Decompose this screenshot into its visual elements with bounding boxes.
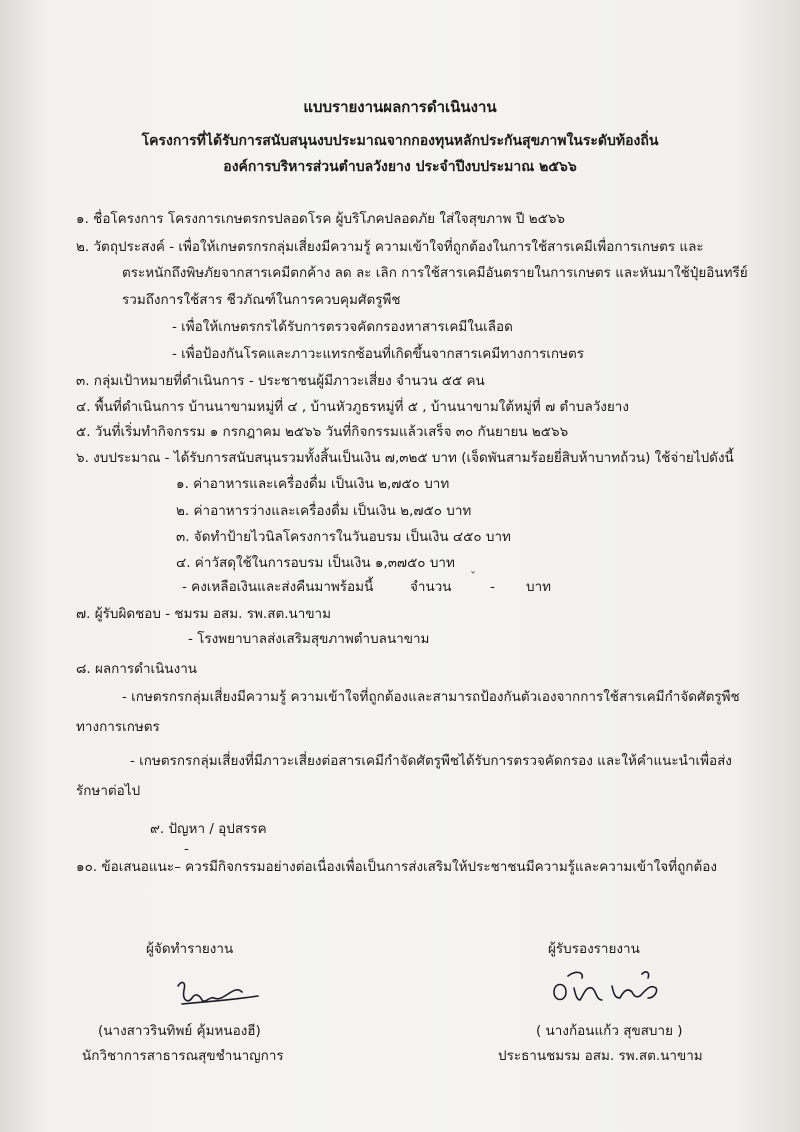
item-9-problems-value: - — [184, 841, 189, 857]
document-title: แบบรายงานผลการดำเนินงาน — [303, 98, 497, 116]
budget-item-1: ๑. ค่าอาหารและเครื่องดื่ม เป็นเงิน ๒,๗๕๐ บาท — [176, 476, 450, 492]
result-2-line-1: - เกษตรกรกลุ่มเสี่ยงที่มีภาวะเสี่ยงต่อสารเคมีกำจัดศัตรูพืชได้รับการตรวจคัดกรอง และให้คำแนะนำเพื่อส่ง — [130, 753, 732, 769]
pen-mark: ˇ — [470, 570, 476, 584]
item-2-objective-line-4: - เพื่อให้เกษตรกรได้รับการตรวจคัดกรองหาสารเคมีในเลือด — [172, 319, 513, 335]
item-9-problems: ๙. ปัญหา / อุปสรรค — [150, 821, 267, 837]
item-10-suggestions: ๑๐. ข้อเสนอแนะ– ควรมีกิจกรรมอย่างต่อเนื่องเพื่อเป็นการส่งเสริมให้ประชาชนมีความรู้และความเข้าใจที่ถูกต้อง — [76, 859, 717, 875]
preparer-position: นักวิชาการสาธารณสุขชำนาญการ — [82, 1048, 284, 1064]
item-7-responsible-1: ๗. ผู้รับผิดชอบ - ชมรม อสม. รพ.สต.นาขาม — [76, 606, 332, 622]
preparer-name: (นางสาวรินทิพย์ คุ้มหนองฮี) — [98, 1023, 261, 1039]
approver-name: ( นางก้อนแก้ว สุขสบาย ) — [536, 1023, 683, 1039]
document-subtitle-2: องค์การบริหารส่วนตำบลวังยาง ประจำปีงบประมาณ ๒๕๖๖ — [223, 159, 577, 175]
result-1-line-2: ทางการเกษตร — [76, 719, 160, 735]
item-6-budget: ๖. งบประมาณ - ได้รับการสนับสนุนรวมทั้งสิ้นเป็นเงิน ๗,๓๒๕ บาท (เจ็ดพันสามร้อยยี่สิบห้าบาทถ้วน) ใช้จ่ายไปดังนี้ — [76, 450, 734, 466]
item-2-objective-line-2: ตระหนักถึงพิษภัยจากสารเคมีตกค้าง ลด ละ เลิก การใช้สารเคมีอันตรายในการเกษตร และหันมาใช้ปุ๋ยอินทรีย์ — [122, 265, 748, 281]
approver-role: ผู้รับรองรายงาน — [548, 941, 640, 957]
approver-signature — [546, 966, 666, 1010]
budget-remaining-label: - คงเหลือเงินและส่งคืนมาพร้อมนี้ — [182, 579, 374, 595]
preparer-role: ผู้จัดทำรายงาน — [146, 941, 234, 957]
document-subtitle-1: โครงการที่ได้รับการสนับสนุนงบประมาณจากกองทุนหลักประกันสุขภาพในระดับท้องถิ่น — [141, 133, 659, 149]
item-3-target-group: ๓. กลุ่มเป้าหมายที่ดำเนินการ - ประชาชนผู้มีภาวะเสี่ยง จำนวน ๕๕ คน — [76, 373, 485, 389]
budget-remaining-amount: - — [490, 579, 495, 595]
item-2-objective-line-3: รวมถึงการใช้สาร ชีวภัณฑ์ในการควบคุมศัตรูพืช — [122, 292, 401, 308]
preparer-signature — [172, 978, 264, 1012]
approver-position: ประธานชมรม อสม. รพ.สต.นาขาม — [498, 1048, 703, 1064]
result-2-line-2: รักษาต่อไป — [76, 783, 141, 799]
item-1-project-name: ๑. ชื่อโครงการ โครงการเกษตรกรปลอดโรค ผู้บริโภคปลอดภัย ใส่ใจสุขภาพ ปี ๒๕๖๖ — [76, 211, 565, 227]
item-4-area: ๔. พื้นที่ดำเนินการ บ้านนาขามหมู่ที่ ๔ , บ้านหัวภูธรหมู่ที่ ๕ , บ้านนาขามใต้หมู่ที่ ๗ ตำบลวังยาง — [76, 399, 629, 415]
budget-item-3: ๓. จัดทำป้ายไวนิลโครงการในวันอบรม เป็นเงิน ๔๕๐ บาท — [176, 529, 511, 545]
budget-remaining-amount-label: จำนวน — [410, 579, 452, 595]
item-8-results: ๘. ผลการดำเนินงาน — [76, 661, 198, 677]
item-5-dates: ๕. วันที่เริ่มทำกิจกรรม ๑ กรกฎาคม ๒๕๖๖ วันที่กิจกรรมแล้วเสร็จ ๓๐ กันยายน ๒๕๖๖ — [76, 424, 569, 440]
item-2-objective-line-5: - เพื่อป้องกันโรคและภาวะแทรกซ้อนที่เกิดขึ้นจากสารเคมีทางการเกษตร — [172, 346, 585, 362]
budget-item-2: ๒. ค่าอาหารว่างและเครื่องดื่ม เป็นเงิน ๒,๗๕๐ บาท — [176, 503, 472, 519]
budget-remaining-unit: บาท — [526, 579, 552, 595]
result-1-line-1: - เกษตรกรกลุ่มเสี่ยงมีความรู้ ความเข้าใจที่ถูกต้องและสามารถป้องกันตัวเองจากการใช้สารเคมีกำจัดศัตรูพืช — [122, 689, 740, 705]
budget-item-4: ๔. ค่าวัสดุใช้ในการอบรม เป็นเงิน ๑,๓๗๕๐ บาท — [176, 555, 455, 571]
item-7-responsible-2: - โรงพยาบาลส่งเสริมสุขภาพตำบลนาขาม — [188, 631, 430, 647]
item-2-objective-line-1: ๒. วัตถุประสงค์ - เพื่อให้เกษตรกรกลุ่มเสี่ยงมีความรู้ ความเข้าใจที่ถูกต้องในการใช้สารเคมีเพื่อการเกษตร และ — [76, 239, 704, 255]
